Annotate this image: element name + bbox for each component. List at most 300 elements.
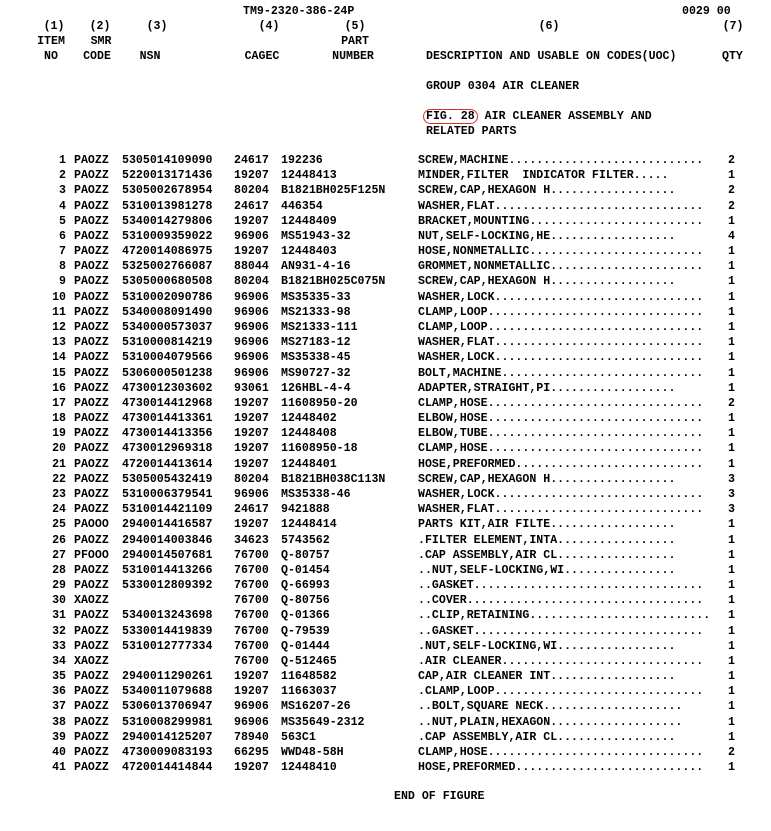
nsn: 4730012303602 bbox=[122, 381, 213, 395]
description: ..BOLT,SQUARE NECK.................... bbox=[418, 700, 683, 714]
smr-code: PAOZZ bbox=[74, 154, 109, 167]
col-qty-header: QTY bbox=[722, 50, 743, 63]
description: ELBOW,HOSE............................... bbox=[418, 412, 704, 426]
nsn: 5305000680508 bbox=[122, 275, 213, 289]
quantity: 1 bbox=[728, 320, 735, 334]
quantity: 3 bbox=[728, 503, 735, 517]
part-number: 12448410 bbox=[281, 761, 337, 775]
nsn: 5310000814219 bbox=[122, 336, 213, 350]
part-number: 192236 bbox=[281, 154, 323, 167]
cage-code: 96906 bbox=[234, 305, 269, 319]
part-number: 11648582 bbox=[281, 670, 337, 684]
cage-code: 19207 bbox=[234, 518, 269, 532]
smr-code: XAOZZ bbox=[74, 654, 109, 668]
item-number: 5 bbox=[59, 214, 66, 228]
description: SCREW,CAP,HEXAGON H.................. bbox=[418, 472, 676, 486]
cage-code: 19207 bbox=[234, 412, 269, 426]
description: WASHER,FLAT.............................. bbox=[418, 336, 704, 350]
cage-code: 76700 bbox=[234, 654, 269, 668]
item-number: 2 bbox=[59, 169, 66, 183]
description: .CLAMP,LOOP.............................. bbox=[418, 685, 704, 699]
col-item-header: ITEM bbox=[37, 35, 65, 48]
smr-code: PAOZZ bbox=[74, 503, 109, 517]
table-row bbox=[0, 593, 771, 608]
smr-code: PAOZZ bbox=[74, 290, 109, 304]
quantity: 1 bbox=[728, 412, 735, 426]
cage-code: 80204 bbox=[234, 184, 269, 198]
nsn: 5340013243698 bbox=[122, 609, 213, 623]
part-number: MS35338-45 bbox=[281, 351, 351, 365]
smr-code: PAOZZ bbox=[74, 487, 109, 501]
cage-code: 19207 bbox=[234, 457, 269, 471]
smr-code: PAOZZ bbox=[74, 214, 109, 228]
item-number: 23 bbox=[52, 487, 66, 501]
item-number: 18 bbox=[52, 412, 66, 426]
quantity: 2 bbox=[728, 199, 735, 213]
table-row bbox=[0, 381, 771, 396]
table-row bbox=[0, 274, 771, 289]
table-row bbox=[0, 472, 771, 487]
col-smr-header: SMR bbox=[90, 35, 112, 48]
item-number: 4 bbox=[59, 199, 66, 213]
description: .CAP ASSEMBLY,AIR CL................. bbox=[418, 730, 676, 744]
table-row bbox=[0, 411, 771, 426]
item-number: 41 bbox=[52, 761, 66, 775]
description: ..CLIP,RETAINING.......................... bbox=[418, 609, 711, 623]
table-row bbox=[0, 487, 771, 502]
cage-code: 76700 bbox=[234, 548, 269, 562]
smr-code: XAOZZ bbox=[74, 594, 109, 608]
nsn: 5310008299981 bbox=[122, 715, 213, 729]
quantity: 1 bbox=[728, 427, 735, 441]
col-2-number: (2) bbox=[89, 20, 111, 33]
description: WASHER,FLAT.............................. bbox=[418, 503, 704, 517]
col-cagec-header: CAGEC bbox=[244, 50, 280, 63]
item-number: 1 bbox=[59, 154, 66, 167]
item-number: 16 bbox=[52, 381, 66, 395]
smr-code: PAOZZ bbox=[74, 685, 109, 699]
nsn: 5340008091490 bbox=[122, 305, 213, 319]
item-number: 19 bbox=[52, 427, 66, 441]
smr-code: PAOZZ bbox=[74, 320, 109, 334]
description: NUT,SELF-LOCKING,HE.................. bbox=[418, 229, 676, 243]
table-row bbox=[0, 199, 771, 214]
figure-title-line2: RELATED PARTS bbox=[426, 125, 517, 138]
item-number: 38 bbox=[52, 715, 66, 729]
cage-code: 88044 bbox=[234, 260, 269, 274]
cage-code: 96906 bbox=[234, 366, 269, 380]
part-number: B1821BH025C075N bbox=[281, 275, 386, 289]
nsn: 5330012809392 bbox=[122, 579, 213, 593]
cage-code: 66295 bbox=[234, 746, 269, 760]
quantity: 1 bbox=[728, 715, 735, 729]
description: .FILTER ELEMENT,INTA................. bbox=[418, 533, 676, 547]
end-of-figure: END OF FIGURE bbox=[394, 790, 485, 803]
nsn: 5305014109090 bbox=[122, 154, 213, 167]
part-number: MS21333-111 bbox=[281, 320, 358, 334]
table-row bbox=[0, 305, 771, 320]
quantity: 1 bbox=[728, 609, 735, 623]
nsn: 5340014279806 bbox=[122, 214, 213, 228]
part-number: B1821BH038C113N bbox=[281, 472, 386, 486]
nsn: 5310004079566 bbox=[122, 351, 213, 365]
item-number: 34 bbox=[52, 654, 66, 668]
cage-code: 96906 bbox=[234, 700, 269, 714]
quantity: 1 bbox=[728, 518, 735, 532]
table-row bbox=[0, 335, 771, 350]
table-row bbox=[0, 320, 771, 335]
table-row bbox=[0, 396, 771, 411]
table-row bbox=[0, 745, 771, 760]
nsn: 5310013981278 bbox=[122, 199, 213, 213]
table-row bbox=[0, 426, 771, 441]
smr-code: PAOZZ bbox=[74, 351, 109, 365]
item-number: 6 bbox=[59, 229, 66, 243]
table-row bbox=[0, 533, 771, 548]
smr-code: PAOZZ bbox=[74, 730, 109, 744]
description: HOSE,NONMETALLIC......................... bbox=[418, 245, 704, 259]
quantity: 1 bbox=[728, 730, 735, 744]
item-number: 29 bbox=[52, 579, 66, 593]
table-row bbox=[0, 730, 771, 745]
smr-code: PAOZZ bbox=[74, 670, 109, 684]
item-number: 28 bbox=[52, 563, 66, 577]
smr-code: PAOZZ bbox=[74, 579, 109, 593]
nsn: 5310014413266 bbox=[122, 563, 213, 577]
smr-code: PAOZZ bbox=[74, 533, 109, 547]
part-number: Q-512465 bbox=[281, 654, 337, 668]
nsn: 5305002678954 bbox=[122, 184, 213, 198]
part-number: Q-01454 bbox=[281, 563, 330, 577]
nsn: 5310012777334 bbox=[122, 639, 213, 653]
cage-code: 19207 bbox=[234, 169, 269, 183]
description: BRACKET,MOUNTING......................... bbox=[418, 214, 704, 228]
col-part-header: PART bbox=[341, 35, 369, 48]
description: SCREW,CAP,HEXAGON H.................. bbox=[418, 275, 676, 289]
cage-code: 96906 bbox=[234, 290, 269, 304]
quantity: 1 bbox=[728, 214, 735, 228]
quantity: 1 bbox=[728, 245, 735, 259]
description: .AIR CLEANER............................. bbox=[418, 654, 704, 668]
description: CLAMP,HOSE............................... bbox=[418, 746, 704, 760]
description: ..GASKET................................. bbox=[418, 624, 704, 638]
item-number: 35 bbox=[52, 670, 66, 684]
table-row bbox=[0, 548, 771, 563]
nsn: 5330014419839 bbox=[122, 624, 213, 638]
smr-code: PAOZZ bbox=[74, 715, 109, 729]
part-number: 563C1 bbox=[281, 730, 316, 744]
description: SCREW,CAP,HEXAGON H.................. bbox=[418, 184, 676, 198]
smr-code: PAOZZ bbox=[74, 260, 109, 274]
nsn: 4720014413614 bbox=[122, 457, 213, 471]
table-row bbox=[0, 153, 771, 168]
cage-code: 19207 bbox=[234, 396, 269, 410]
cage-code: 96906 bbox=[234, 336, 269, 350]
part-number: MS21333-98 bbox=[281, 305, 351, 319]
nsn: 5306013706947 bbox=[122, 700, 213, 714]
item-number: 3 bbox=[59, 184, 66, 198]
part-number: 12448401 bbox=[281, 457, 337, 471]
part-number: Q-80756 bbox=[281, 594, 330, 608]
part-number: 12448403 bbox=[281, 245, 337, 259]
table-row bbox=[0, 654, 771, 669]
page-ref: 0029 00 bbox=[682, 5, 731, 18]
smr-code: PAOZZ bbox=[74, 199, 109, 213]
group-title: GROUP 0304 AIR CLEANER bbox=[426, 80, 580, 93]
item-number: 26 bbox=[52, 533, 66, 547]
nsn: 4730009083193 bbox=[122, 746, 213, 760]
cage-code: 76700 bbox=[234, 579, 269, 593]
description: ..COVER.................................. bbox=[418, 594, 704, 608]
col-3-number: (3) bbox=[146, 20, 168, 33]
smr-code: PAOZZ bbox=[74, 229, 109, 243]
smr-code: PAOZZ bbox=[74, 472, 109, 486]
nsn: 5310009359022 bbox=[122, 229, 213, 243]
cage-code: 96906 bbox=[234, 715, 269, 729]
item-number: 37 bbox=[52, 700, 66, 714]
part-number: 11608950-18 bbox=[281, 442, 358, 456]
table-row bbox=[0, 350, 771, 365]
quantity: 4 bbox=[728, 229, 735, 243]
quantity: 1 bbox=[728, 563, 735, 577]
cage-code: 80204 bbox=[234, 472, 269, 486]
item-number: 15 bbox=[52, 366, 66, 380]
smr-code: PFOOO bbox=[74, 548, 109, 562]
description: WASHER,LOCK.............................. bbox=[418, 290, 704, 304]
nsn: 5310006379541 bbox=[122, 487, 213, 501]
cage-code: 19207 bbox=[234, 761, 269, 775]
quantity: 1 bbox=[728, 594, 735, 608]
part-number: 11663037 bbox=[281, 685, 337, 699]
item-number: 8 bbox=[59, 260, 66, 274]
description: ..GASKET................................. bbox=[418, 579, 704, 593]
description: CLAMP,HOSE............................... bbox=[418, 442, 704, 456]
col-6-number: (6) bbox=[538, 20, 560, 33]
part-number: 12448413 bbox=[281, 169, 337, 183]
cage-code: 19207 bbox=[234, 214, 269, 228]
part-number: MS35335-33 bbox=[281, 290, 351, 304]
nsn: 2940014125207 bbox=[122, 730, 213, 744]
quantity: 2 bbox=[728, 184, 735, 198]
quantity: 1 bbox=[728, 169, 735, 183]
item-number: 7 bbox=[59, 245, 66, 259]
item-number: 20 bbox=[52, 442, 66, 456]
smr-code: PAOZZ bbox=[74, 184, 109, 198]
quantity: 1 bbox=[728, 290, 735, 304]
quantity: 1 bbox=[728, 639, 735, 653]
nsn: 5325002766087 bbox=[122, 260, 213, 274]
table-row bbox=[0, 699, 771, 714]
item-number: 36 bbox=[52, 685, 66, 699]
table-row bbox=[0, 669, 771, 684]
table-row bbox=[0, 517, 771, 532]
item-number: 9 bbox=[59, 275, 66, 289]
col-description-header: DESCRIPTION AND USABLE ON CODES(UOC) bbox=[426, 50, 677, 63]
col-code-header: CODE bbox=[83, 50, 111, 63]
col-7-number: (7) bbox=[722, 20, 744, 33]
item-number: 17 bbox=[52, 396, 66, 410]
quantity: 1 bbox=[728, 579, 735, 593]
part-number: Q-01366 bbox=[281, 609, 330, 623]
quantity: 1 bbox=[728, 685, 735, 699]
quantity: 1 bbox=[728, 533, 735, 547]
quantity: 1 bbox=[728, 442, 735, 456]
smr-code: PAOZZ bbox=[74, 427, 109, 441]
nsn: 5305005432419 bbox=[122, 472, 213, 486]
cage-code: 19207 bbox=[234, 670, 269, 684]
smr-code: PAOZZ bbox=[74, 563, 109, 577]
part-number: 11608950-20 bbox=[281, 396, 358, 410]
part-number: MS27183-12 bbox=[281, 336, 351, 350]
table-row bbox=[0, 168, 771, 183]
table-row bbox=[0, 608, 771, 623]
nsn: 4730014413361 bbox=[122, 412, 213, 426]
smr-code: PAOZZ bbox=[74, 169, 109, 183]
cage-code: 19207 bbox=[234, 245, 269, 259]
description: ..NUT,PLAIN,HEXAGON................... bbox=[418, 715, 683, 729]
table-row bbox=[0, 457, 771, 472]
cage-code: 19207 bbox=[234, 427, 269, 441]
part-number: 12448408 bbox=[281, 427, 337, 441]
description: CLAMP,LOOP............................... bbox=[418, 305, 704, 319]
smr-code: PAOZZ bbox=[74, 700, 109, 714]
description: .CAP ASSEMBLY,AIR CL................. bbox=[418, 548, 676, 562]
quantity: 1 bbox=[728, 260, 735, 274]
nsn: 5340011079688 bbox=[122, 685, 213, 699]
table-row bbox=[0, 229, 771, 244]
description: ELBOW,TUBE............................... bbox=[418, 427, 704, 441]
nsn: 5310002090786 bbox=[122, 290, 213, 304]
part-number: Q-79539 bbox=[281, 624, 330, 638]
description: WASHER,LOCK.............................. bbox=[418, 351, 704, 365]
table-row bbox=[0, 624, 771, 639]
description: GROMMET,NONMETALLIC...................... bbox=[418, 260, 704, 274]
cage-code: 96906 bbox=[234, 320, 269, 334]
part-number: MS51943-32 bbox=[281, 229, 351, 243]
smr-code: PAOZZ bbox=[74, 761, 109, 775]
part-number: B1821BH025F125N bbox=[281, 184, 386, 198]
quantity: 1 bbox=[728, 457, 735, 471]
part-number: 126HBL-4-4 bbox=[281, 381, 351, 395]
nsn: 2940014003846 bbox=[122, 533, 213, 547]
cage-code: 76700 bbox=[234, 639, 269, 653]
smr-code: PAOZZ bbox=[74, 305, 109, 319]
cage-code: 76700 bbox=[234, 563, 269, 577]
smr-code: PAOZZ bbox=[74, 639, 109, 653]
cage-code: 19207 bbox=[234, 685, 269, 699]
description: HOSE,PREFORMED........................... bbox=[418, 761, 704, 775]
table-row bbox=[0, 684, 771, 699]
col-5-number: (5) bbox=[344, 20, 366, 33]
description: CLAMP,HOSE............................... bbox=[418, 396, 704, 410]
quantity: 1 bbox=[728, 700, 735, 714]
item-number: 13 bbox=[52, 336, 66, 350]
description: SCREW,MACHINE............................ bbox=[418, 154, 704, 167]
quantity: 1 bbox=[728, 670, 735, 684]
item-number: 40 bbox=[52, 746, 66, 760]
quantity: 1 bbox=[728, 351, 735, 365]
table-row bbox=[0, 214, 771, 229]
item-number: 22 bbox=[52, 472, 66, 486]
quantity: 3 bbox=[728, 472, 735, 486]
part-number: Q-80757 bbox=[281, 548, 330, 562]
figure-label[interactable]: FIG. 28 bbox=[423, 109, 478, 124]
quantity: 2 bbox=[728, 396, 735, 410]
quantity: 3 bbox=[728, 487, 735, 501]
figure-title bbox=[426, 110, 652, 123]
part-number: MS35338-46 bbox=[281, 487, 351, 501]
smr-code: PAOZZ bbox=[74, 442, 109, 456]
description: MINDER,FILTER INDICATOR FILTER..... bbox=[418, 169, 669, 183]
cage-code: 96906 bbox=[234, 487, 269, 501]
description: .NUT,SELF-LOCKING,WI................. bbox=[418, 639, 676, 653]
part-number: MS90727-32 bbox=[281, 366, 351, 380]
smr-code: PAOZZ bbox=[74, 366, 109, 380]
description: CLAMP,LOOP............................... bbox=[418, 320, 704, 334]
quantity: 1 bbox=[728, 761, 735, 775]
nsn: 4730014412968 bbox=[122, 396, 213, 410]
cage-code: 80204 bbox=[234, 275, 269, 289]
smr-code: PAOZZ bbox=[74, 396, 109, 410]
table-row bbox=[0, 366, 771, 381]
smr-code: PAOZZ bbox=[74, 275, 109, 289]
quantity: 2 bbox=[728, 746, 735, 760]
item-number: 21 bbox=[52, 457, 66, 471]
item-number: 24 bbox=[52, 503, 66, 517]
item-number: 11 bbox=[52, 305, 66, 319]
part-number: 12448402 bbox=[281, 412, 337, 426]
smr-code: PAOZZ bbox=[74, 245, 109, 259]
cage-code: 19207 bbox=[234, 442, 269, 456]
nsn: 2940011290261 bbox=[122, 670, 213, 684]
quantity: 1 bbox=[728, 624, 735, 638]
doc-number: TM9-2320-386-24P bbox=[243, 5, 355, 18]
part-number: 446354 bbox=[281, 199, 323, 213]
part-number: MS16207-26 bbox=[281, 700, 351, 714]
item-number: 32 bbox=[52, 624, 66, 638]
cage-code: 24617 bbox=[234, 154, 269, 167]
cage-code: 96906 bbox=[234, 229, 269, 243]
table-row bbox=[0, 639, 771, 654]
description: CAP,AIR CLEANER INT.................. bbox=[418, 670, 676, 684]
col-1-number: (1) bbox=[43, 20, 65, 33]
description: ..NUT,SELF-LOCKING,WI................ bbox=[418, 563, 676, 577]
smr-code: PAOZZ bbox=[74, 412, 109, 426]
item-number: 39 bbox=[52, 730, 66, 744]
quantity: 1 bbox=[728, 366, 735, 380]
item-number: 31 bbox=[52, 609, 66, 623]
quantity: 2 bbox=[728, 154, 735, 167]
cage-code: 34623 bbox=[234, 533, 269, 547]
quantity: 1 bbox=[728, 654, 735, 668]
cage-code: 76700 bbox=[234, 594, 269, 608]
nsn: 4730012969318 bbox=[122, 442, 213, 456]
cage-code: 78940 bbox=[234, 730, 269, 744]
cage-code: 24617 bbox=[234, 199, 269, 213]
smr-code: PAOZZ bbox=[74, 609, 109, 623]
nsn: 5306000501238 bbox=[122, 366, 213, 380]
cage-code: 96906 bbox=[234, 351, 269, 365]
part-number: Q-01444 bbox=[281, 639, 330, 653]
table-row bbox=[0, 290, 771, 305]
cage-code: 76700 bbox=[234, 624, 269, 638]
part-number: MS35649-2312 bbox=[281, 715, 365, 729]
cage-code: 76700 bbox=[234, 609, 269, 623]
table-row bbox=[0, 760, 771, 775]
quantity: 1 bbox=[728, 336, 735, 350]
description: PARTS KIT,AIR FILTE.................. bbox=[418, 518, 676, 532]
item-number: 27 bbox=[52, 548, 66, 562]
